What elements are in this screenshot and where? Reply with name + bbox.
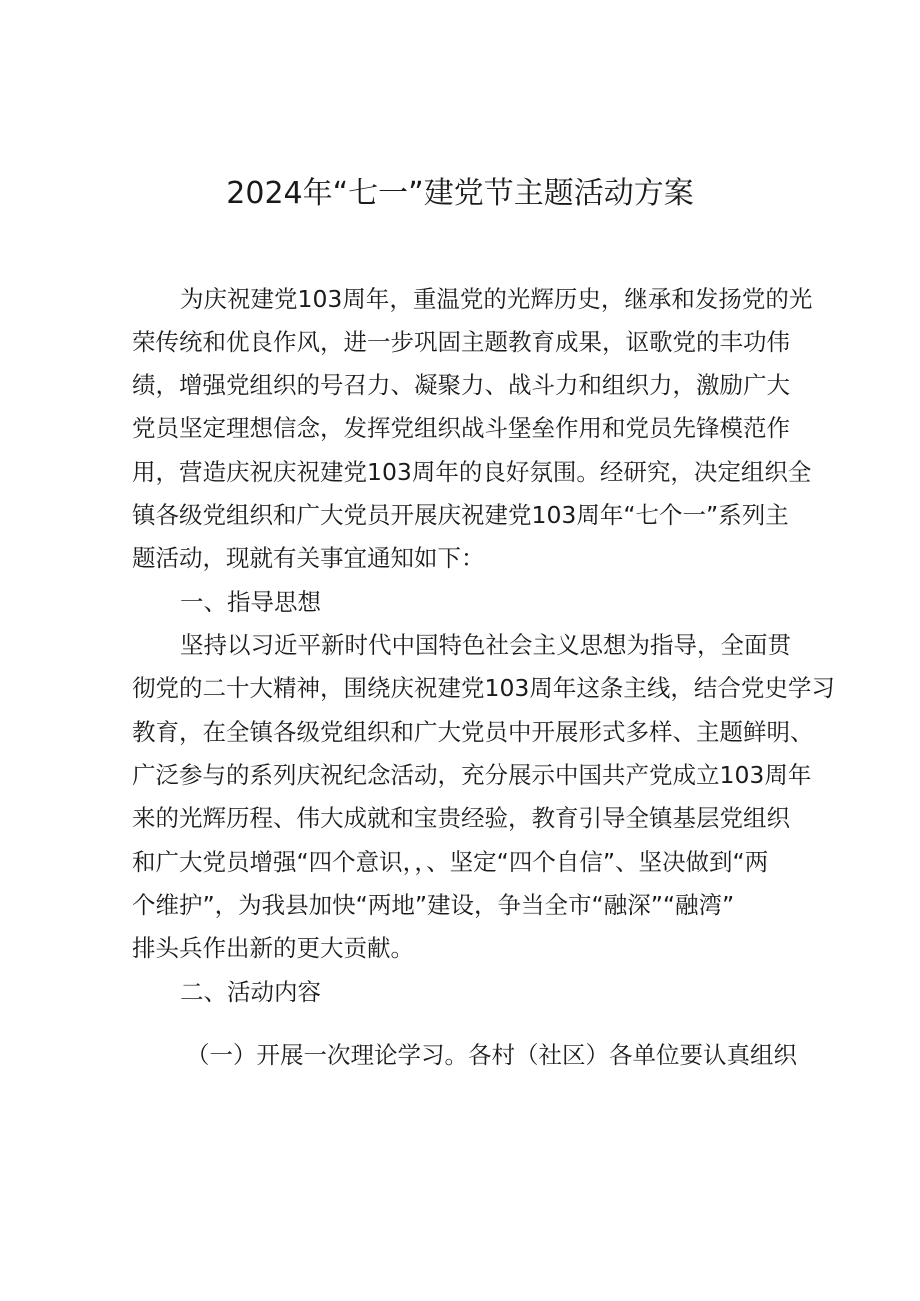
section-heading: 一、指导思想 — [180, 588, 321, 616]
section-line: 和广大党员增强“四个意识，，、坚定“四个自信”、坚决做到“两 — [132, 848, 769, 876]
section-line: 彻党的二十大精神，围绕庆祝建党103周年这条主线，结合党史学习 — [132, 674, 835, 702]
intro-line: 荣传统和优良作风，进一步巩固主题教育成果，讴歌党的丰功伟 — [132, 328, 790, 356]
section-line: 教育，在全镇各级党组织和广大党员中开展形式多样、主题鲜明、 — [132, 718, 814, 746]
section-line: 个维护”，为我县加快“两地”建设，争当全市“融深”“融湾” — [132, 891, 735, 919]
document-title: 2024年“七一”建党节主题活动方案 — [226, 176, 694, 211]
intro-line: 党员坚定理想信念，发挥党组织战斗堡垒作用和党员先锋模范作 — [132, 414, 790, 442]
intro-line: 绩，增强党组织的号召力、凝聚力、战斗力和组织力，激励广大 — [132, 371, 790, 399]
intro-line: 题活动，现就有关事宜通知如下： — [132, 544, 485, 572]
intro-line: 用，营造庆祝庆祝建党103周年的良好氛围。经研究，决定组织全 — [132, 458, 812, 486]
section-heading: 二、活动内容 — [180, 978, 321, 1006]
section-line: 坚持以习近平新时代中国特色社会主义思想为指导，全面贯 — [180, 631, 791, 659]
section-line: （一）开展一次理论学习。各村（社区）各单位要认真组织 — [186, 1041, 797, 1069]
intro-line: 为庆祝建党103周年，重温党的光辉历史，继承和发扬党的光 — [180, 285, 813, 313]
section-line: 来的光辉历程、伟大成就和宝贵经验，教育引导全镇基层党组织 — [132, 804, 790, 832]
section-line: 排头兵作出新的更大贡献。 — [132, 934, 414, 962]
intro-line: 镇各级党组织和广大党员开展庆祝建党103周年“七个一”系列主 — [132, 501, 789, 529]
section-line: 广泛参与的系列庆祝纪念活动，充分展示中国共产党成立103周年 — [132, 761, 812, 789]
